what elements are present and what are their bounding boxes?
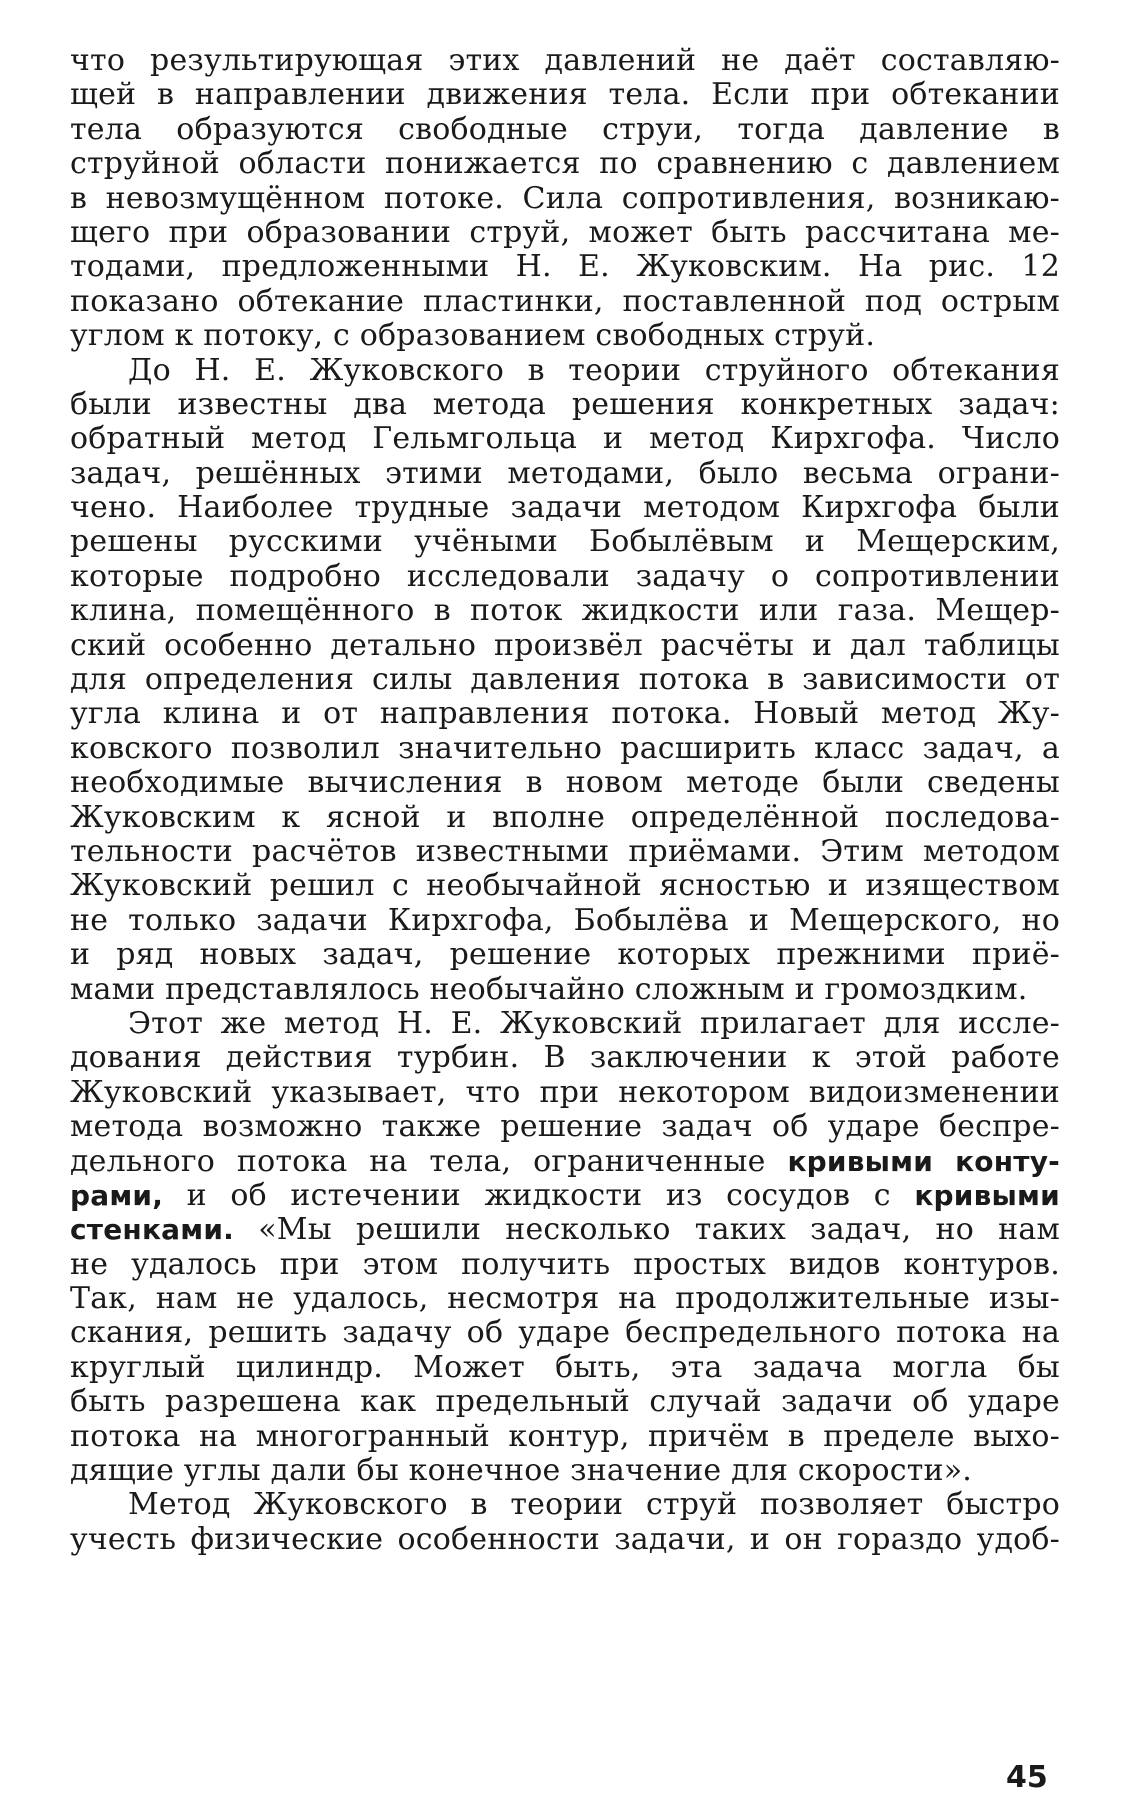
text-line bbox=[70, 1179, 1060, 1213]
emphasis-text: рами, bbox=[70, 1178, 164, 1212]
text-line: ковского позволил значительно расширить класс задач, а bbox=[70, 731, 1060, 766]
text-line: чено. Наиболее трудные задачи методом Кирхгофа были bbox=[70, 491, 1060, 526]
text-line: Жуковский указывает, что при некотором видоизменении bbox=[70, 1075, 1060, 1110]
text-line: что результирующая этих давлений не даёт составляю- bbox=[70, 44, 1060, 78]
text-line: необходимые вычисления в новом методе были сведены bbox=[70, 766, 1060, 801]
text-segment: «Мы решили несколько таких задач, но нам bbox=[258, 1213, 1060, 1248]
text-line: Так, нам не удалось, несмотря на продолжительные изы- bbox=[70, 1282, 1060, 1317]
text-line: были известны два метода решения конкретных задач: bbox=[70, 387, 1060, 422]
text-line: дящие углы дали бы конечное значение для скорости». bbox=[70, 1454, 973, 1489]
text-line: щего при образовании струй, может быть рассчитана ме- bbox=[70, 215, 1060, 250]
text-line: тельности расчётов известными приёмами. Этим методом bbox=[70, 834, 1060, 869]
text-line: струйной области понижается по сравнению с давлением bbox=[70, 147, 1060, 182]
emphasis-text: стенками. bbox=[70, 1213, 235, 1247]
paragraph-start: Этот же метод Н. Е. Жуковский прилагает для иссле- bbox=[128, 1006, 1060, 1041]
body-text bbox=[70, 44, 1060, 1557]
text-line: Жуковский решил с необычайной ясностью и изяществом bbox=[70, 869, 1060, 904]
text-line: круглый цилиндр. Может быть, эта задача могла бы bbox=[70, 1350, 1060, 1385]
text-line: тодами, предложенными Н. Е. Жуковским. На рис. 12 bbox=[70, 250, 1060, 285]
text-line bbox=[70, 1145, 1060, 1179]
text-segment: и об истечении жидкости из сосудов с bbox=[186, 1178, 891, 1213]
text-segment: дельного потока на тела, ограниченные bbox=[70, 1144, 766, 1179]
text-line: мами представлялось необычайно сложным и громоздким. bbox=[70, 972, 1028, 1007]
text-line: быть разрешена как предельный случай задачи об ударе bbox=[70, 1385, 1060, 1420]
text-line: и ряд новых задач, решение которых прежними приё- bbox=[70, 938, 1060, 973]
text-line: обратный метод Гельмгольца и метод Кирхгофа. Число bbox=[70, 422, 1060, 457]
paragraph-start: Метод Жуковского в теории струй позволяет быстро bbox=[128, 1488, 1060, 1523]
text-line: для определения силы давления потока в зависимости от bbox=[70, 663, 1060, 698]
text-line: скания, решить задачу об ударе беспредельного потока на bbox=[70, 1316, 1060, 1351]
text-line: потока на многогранный контур, причём в пределе выхо- bbox=[70, 1419, 1060, 1454]
text-line bbox=[70, 1213, 1060, 1247]
text-line: углом к потоку, с образованием свободных струй. bbox=[70, 319, 876, 354]
paragraph-start: До Н. Е. Жуковского в теории струйного обтекания bbox=[128, 353, 1060, 388]
text-line: в невозмущённом потоке. Сила сопротивления, возникаю- bbox=[70, 181, 1060, 216]
text-line: не удалось при этом получить простых видов контуров. bbox=[70, 1247, 1060, 1282]
page-number: 45 bbox=[1006, 1760, 1048, 1795]
text-line: учесть физические особенности задачи, и он гораздо удоб- bbox=[70, 1522, 1060, 1557]
text-line: метода возможно также решение задач об ударе беспре- bbox=[70, 1110, 1060, 1145]
text-line: решены русскими учёными Бобылёвым и Мещерским, bbox=[70, 525, 1060, 560]
emphasis-text: кривыми конту- bbox=[787, 1144, 1060, 1178]
text-line: Жуковским к ясной и вполне определённой последова- bbox=[70, 800, 1060, 835]
text-line: задач, решённых этими методами, было весьма ограни- bbox=[70, 456, 1060, 491]
text-line: клина, помещённого в поток жидкости или газа. Мещер- bbox=[70, 594, 1060, 629]
emphasis-text: кривыми bbox=[914, 1178, 1060, 1212]
text-line: ский особенно детально произвёл расчёты и дал таблицы bbox=[70, 628, 1060, 663]
text-line: щей в направлении движения тела. Если при обтекании bbox=[70, 78, 1060, 113]
text-line: показано обтекание пластинки, поставленной под острым bbox=[70, 284, 1060, 319]
text-line: дования действия турбин. В заключении к этой работе bbox=[70, 1041, 1060, 1076]
text-line: угла клина и от направления потока. Новый метод Жу- bbox=[70, 697, 1060, 732]
text-line: не только задачи Кирхгофа, Бобылёва и Мещерского, но bbox=[70, 903, 1060, 938]
text-line: которые подробно исследовали задачу о сопротивлении bbox=[70, 559, 1060, 594]
text-line: тела образуются свободные струи, тогда давление в bbox=[70, 112, 1060, 147]
